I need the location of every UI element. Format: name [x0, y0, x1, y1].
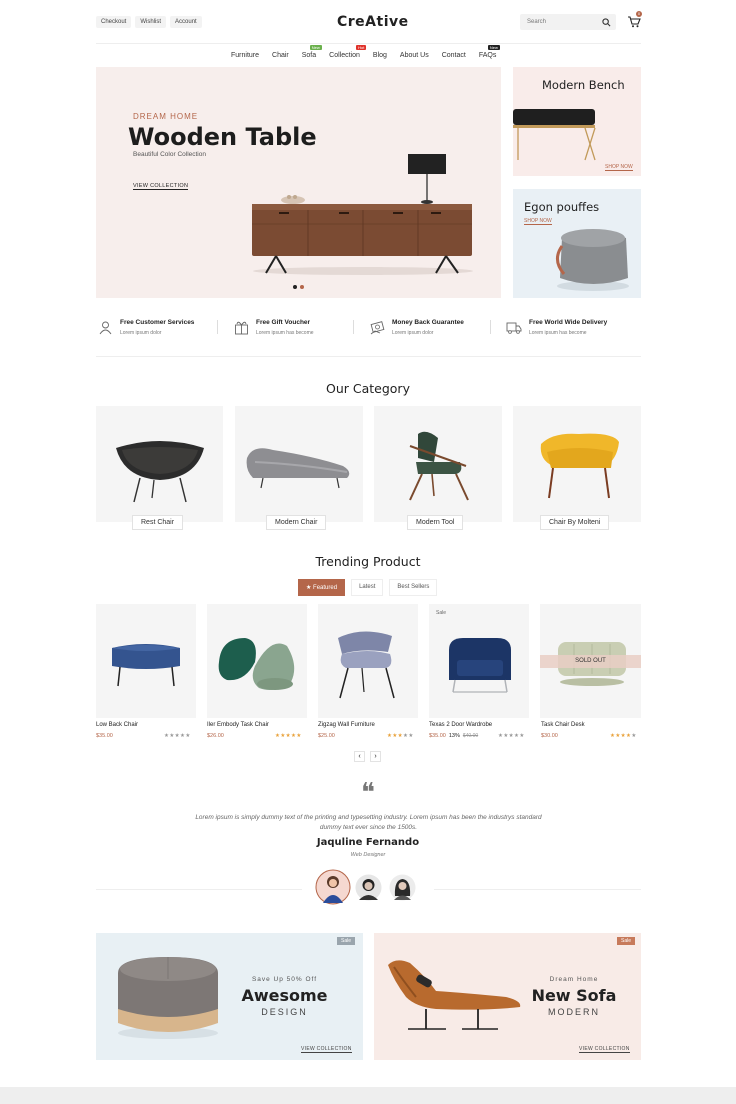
product-card[interactable] [318, 604, 418, 718]
product-name[interactable]: Task Chair Desk [541, 722, 585, 728]
rest-chair-image [112, 436, 208, 506]
bench-image [513, 105, 608, 165]
category-card-rest-chair[interactable] [96, 406, 223, 526]
tab-latest[interactable]: Latest [351, 579, 383, 596]
cart-icon[interactable] [627, 16, 641, 28]
service-divider [353, 320, 354, 334]
wooden-sideboard-image [246, 149, 481, 279]
product-rating: ★★★★★ [164, 733, 191, 739]
service-title: Free Customer Services [120, 319, 195, 326]
product-discount: 13% [448, 733, 460, 739]
support-icon [98, 320, 113, 335]
tab-best-sellers[interactable]: Best Sellers [389, 579, 437, 596]
testimonial-text-line-2: dummy text ever since the 1500s. [319, 824, 418, 831]
nav-faqs[interactable] [478, 45, 498, 59]
nav-sofa[interactable] [301, 45, 320, 59]
avatar-active[interactable] [315, 869, 351, 905]
promo-subtitle: DESIGN [261, 1007, 308, 1017]
nav-collection-label: Collection [329, 52, 360, 59]
testimonial-text-line-1: Lorem ipsum is simply dummy text of the printing and typesetting industry. Lorem ipsum has been the industrys standard [195, 814, 542, 821]
service-title: Money Back Guarantee [392, 319, 464, 326]
service-subtitle: Lorem ipsum has become [529, 330, 587, 336]
trending-tabs [298, 579, 437, 596]
carousel-prev-button[interactable]: ‹ [354, 751, 365, 762]
sale-tag: Sale [436, 610, 447, 616]
nav-sofa-label: Sofa [301, 52, 317, 59]
nav-chair[interactable]: Chair [272, 52, 289, 59]
category-label[interactable]: Modern Tool [407, 515, 463, 530]
hero-subtitle: Beautiful Color Collection [133, 151, 206, 158]
nav-contact[interactable]: Contact [441, 52, 466, 59]
product-rating: ★★★★★ [498, 733, 525, 739]
hero-kicker: DREAM HOME [133, 112, 199, 121]
account-link[interactable]: Account [170, 16, 202, 28]
promo-subtitle: MODERN [548, 1007, 600, 1017]
site-logo[interactable]: CreAtive [337, 14, 409, 30]
nav-furniture[interactable]: Furniture [231, 52, 260, 59]
product-price: $30.00 [541, 733, 558, 739]
egon-pouffes-banner[interactable] [513, 189, 641, 298]
nav-blog[interactable]: Blog [372, 52, 387, 59]
product-card[interactable] [96, 604, 196, 718]
avatar[interactable] [355, 874, 382, 901]
carousel-next-button[interactable]: › [370, 751, 381, 762]
quote-icon: ❝ [361, 778, 375, 808]
product-price: $35.00 [429, 733, 446, 739]
product-image [106, 640, 186, 692]
category-label[interactable]: Modern Chair [266, 515, 326, 530]
category-title: Our Category [326, 381, 410, 396]
product-price: $35.00 [96, 733, 113, 739]
service-subtitle: Lorem ipsum has become [256, 330, 314, 336]
search-icon[interactable] [602, 18, 611, 27]
slider-dot-2[interactable] [300, 285, 304, 289]
checkout-link[interactable]: Checkout [96, 16, 131, 28]
tab-featured-label: Featured [313, 585, 338, 591]
product-card[interactable] [540, 604, 641, 718]
testimonial-name: Jaquline Fernando [316, 837, 420, 848]
money-icon [370, 320, 385, 335]
nav-faqs-badge: New [489, 45, 498, 50]
egon-pouffes-shop-link[interactable]: SHOP NOW [524, 218, 552, 224]
truck-icon [506, 320, 522, 335]
cart-count-badge: 0 [637, 11, 641, 16]
hero-slider[interactable] [96, 67, 501, 298]
product-image [445, 636, 515, 696]
promo-view-collection-link[interactable]: VIEW COLLECTION [579, 1046, 630, 1052]
search-placeholder: Search [527, 19, 547, 25]
gift-icon [234, 320, 249, 335]
footer-strip [0, 1087, 736, 1104]
modern-bench-title: Modern Bench [542, 78, 625, 92]
nav-faqs-label: FAQs [478, 52, 497, 59]
nav-collection[interactable] [329, 45, 365, 59]
modern-chair-image [243, 442, 355, 492]
product-rating: ★★★★★ [610, 733, 637, 739]
modern-bench-shop-link[interactable]: SHOP NOW [605, 164, 633, 170]
tab-featured[interactable]: ★ Featured [298, 579, 345, 596]
top-links [96, 16, 202, 28]
product-old-price: $40.00 [462, 733, 479, 739]
pouffe-image [114, 953, 224, 1043]
promo-kicker: Save Up 50% Off [251, 976, 318, 983]
testimonial-line-right [434, 889, 641, 890]
product-name[interactable]: Low Back Chair [96, 722, 139, 728]
egon-pouffes-title: Egon pouffes [524, 200, 600, 214]
product-card[interactable] [429, 604, 529, 718]
wishlist-link[interactable]: Wishlist [135, 16, 166, 28]
trending-title: Trending Product [315, 554, 421, 569]
promo-kicker: Dream Home [549, 976, 599, 983]
promo-sale-tag: Sale [617, 937, 635, 945]
testimonial-line-left [96, 889, 302, 890]
category-card-modern-tool[interactable] [374, 406, 502, 526]
product-image [215, 632, 301, 694]
product-rating: ★★★★★ [275, 733, 302, 739]
hero-title: Wooden Table [128, 123, 317, 151]
product-name[interactable]: Texas 2 Door Wardrobe [429, 722, 493, 728]
modern-bench-banner[interactable] [513, 67, 641, 176]
promo-title: Awesome [241, 986, 328, 1005]
service-divider [217, 320, 218, 334]
sold-out-overlay: SOLD OUT [540, 655, 641, 668]
promo-sale-tag: Sale [337, 937, 355, 945]
service-divider [490, 320, 491, 334]
promo-view-collection-link[interactable]: VIEW COLLECTION [301, 1046, 352, 1052]
promo-title: New Sofa [531, 986, 617, 1005]
services-divider [96, 356, 641, 357]
category-label[interactable]: Chair By Molteni [540, 515, 609, 530]
nav-collection-badge: Hot [358, 45, 365, 50]
category-card-chair-by-molteni[interactable] [513, 406, 641, 526]
slider-dot-1[interactable] [293, 285, 297, 289]
category-label[interactable]: Rest Chair [132, 515, 183, 530]
promo-banner-awesome-design[interactable] [96, 933, 363, 1060]
search-box[interactable] [520, 14, 616, 30]
product-image [332, 628, 404, 700]
testimonial-text [96, 813, 641, 833]
product-name[interactable]: Zigzag Wall Furniture [318, 722, 375, 728]
product-rating: ★★★★★ [387, 733, 414, 739]
category-card-modern-chair[interactable] [235, 406, 363, 526]
testimonial-role: Web Designer [350, 852, 386, 858]
promo-banner-new-sofa[interactable] [374, 933, 641, 1060]
main-nav [231, 45, 498, 59]
header-divider [96, 43, 641, 44]
product-price-row [429, 733, 478, 739]
pouffe-image [548, 224, 632, 294]
lounge-chair-image [386, 957, 526, 1037]
nav-about[interactable]: About Us [399, 52, 429, 59]
nav-sofa-badge: New [311, 45, 320, 50]
product-card[interactable] [207, 604, 307, 718]
service-title: Free World Wide Delivery [529, 319, 608, 326]
molteni-chair-image [533, 430, 623, 502]
service-title: Free Gift Voucher [256, 319, 311, 326]
service-subtitle: Lorem ipsum dolor [392, 330, 434, 336]
product-price: $26.00 [207, 733, 224, 739]
hero-view-collection-link[interactable]: VIEW COLLECTION [133, 183, 189, 189]
service-subtitle: Lorem ipsum dolor [120, 330, 162, 336]
avatar[interactable] [389, 874, 416, 901]
modern-tool-image [404, 428, 474, 502]
product-name[interactable]: Iler Embody Task Chair [207, 722, 269, 728]
product-price: $25.00 [318, 733, 335, 739]
